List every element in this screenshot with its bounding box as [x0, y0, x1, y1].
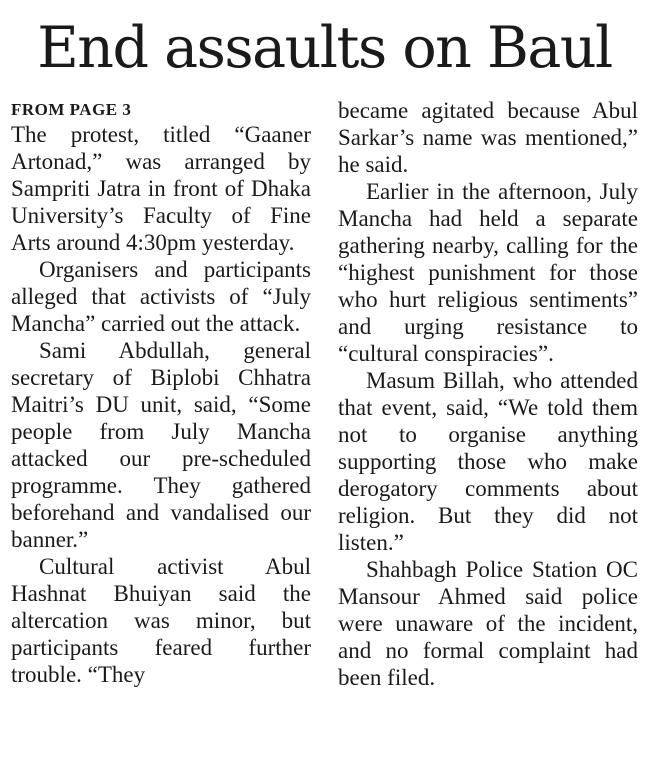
left-column — [11, 97, 311, 688]
paragraph: Cultural activist Abul Hashnat Bhuiyan said the altercation was minor, but participants feared further trouble. “They — [11, 554, 311, 687]
paragraph: Shahbagh Police Station OC Mansour Ahmed said police were unaware of the incident, and no formal complaint had been filed. — [338, 557, 638, 690]
paragraph: Masum Billah, who attended that event, said, “We told them not to organise anything supporting those who make derogatory comments about religion. But they did not listen.” — [338, 368, 638, 555]
continuation-kicker: FROM PAGE 3 — [11, 100, 132, 119]
paragraph: became agitated because Abul Sarkar’s name was mentioned,” he said. — [338, 98, 638, 177]
paragraph: Earlier in the afternoon, July Mancha had held a separate gathering nearby, calling for the “highest punishment for those who hurt religious sentiments” and urging resistance to “cultural conspiracies”. — [338, 179, 638, 366]
right-column — [338, 97, 638, 691]
paragraph: The protest, titled “Gaaner Artonad,” was arranged by Sampriti Jatra in front of Dhaka University’s Faculty of Fine Arts around 4:30pm yesterday. — [11, 122, 311, 255]
paragraph: Sami Abdullah, general secretary of Biplobi Chhatra Maitri’s DU unit, said, “Some people from July Mancha attacked our pre-scheduled programme. They gathered beforehand and vandalised our banner.” — [11, 338, 311, 552]
headline: End assaults on Baul — [37, 15, 612, 81]
paragraph: Organisers and participants alleged that activists of “July Mancha” carried out the attack. — [11, 257, 311, 336]
